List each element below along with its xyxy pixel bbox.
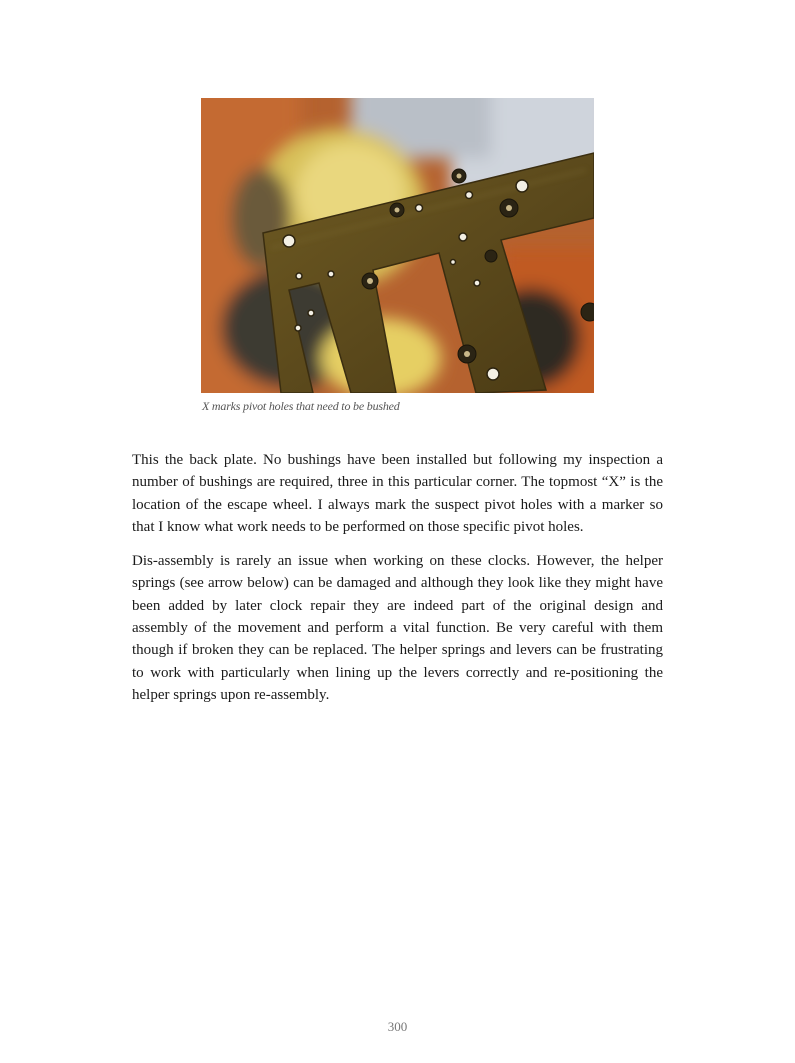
clock-plate-photo <box>201 98 594 393</box>
page-number: 300 <box>387 1019 408 1034</box>
paragraph-disassembly: Dis-assembly is rarely an issue when working on these clocks. However, the helper springs (see arrow below) can be damaged and although they look like they might have been added by later clock repair they are indeed part of the original design and assembly of the movement and perform a vital function. Be very careful with them though if broken they can be replaced. The helper springs and levers can be frustrating to work with particularly when lining up the levers correctly and re-positioning the helper springs upon re-assembly. <box>132 553 663 703</box>
body-text <box>132 449 663 718</box>
paragraph-back-plate: This the back plate. No bushings have been installed but following my inspection a number of bushings are required, three in this particular corner. The topmost “X” is the location of the escape wheel. I always mark the suspect pivot holes with a marker so that I know what work needs to be performed on those specific pivot holes. <box>132 452 663 535</box>
figure-caption: X marks pivot holes that need to be bushed <box>202 399 400 413</box>
